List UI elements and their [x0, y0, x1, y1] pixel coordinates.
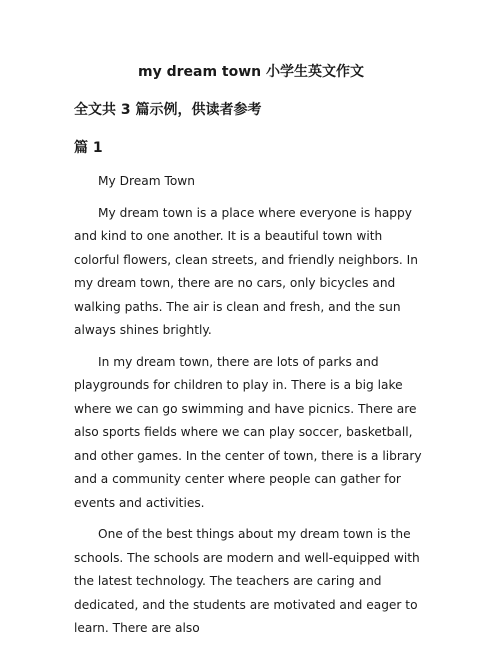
essay-paragraph-3: One of the best things about my dream town is the schools. The schools are modern and well-equipped with the latest technology. The teachers are caring and dedicated, and the students are motivated and eager to learn. There are also: [74, 527, 420, 635]
essay-title: My Dream Town: [98, 174, 195, 188]
section-heading: 篇 1: [74, 140, 103, 156]
essay-paragraph-2: In my dream town, there are lots of parks and playgrounds for children to play in. There is a big lake where we can go swimming and have picnics. There are also sports fields where we can play soccer, basketball, and other games. In the center of town, there is a library and a community center where people can gather for events and activities.: [74, 354, 422, 510]
document-title: my dream town 小学生英文作文: [137, 64, 364, 80]
document-subtitle: 全文共 3 篇示例，供读者参考: [74, 102, 262, 118]
essay-body: [74, 170, 430, 649]
essay-paragraph-1: My dream town is a place where everyone is happy and kind to one another. It is a beautiful town with colorful flowers, clean streets, and friendly neighbors. In my dream town, there are no cars, only bicycles and walking paths. The air is clean and fresh, and the sun always shines brightly.: [74, 205, 418, 337]
